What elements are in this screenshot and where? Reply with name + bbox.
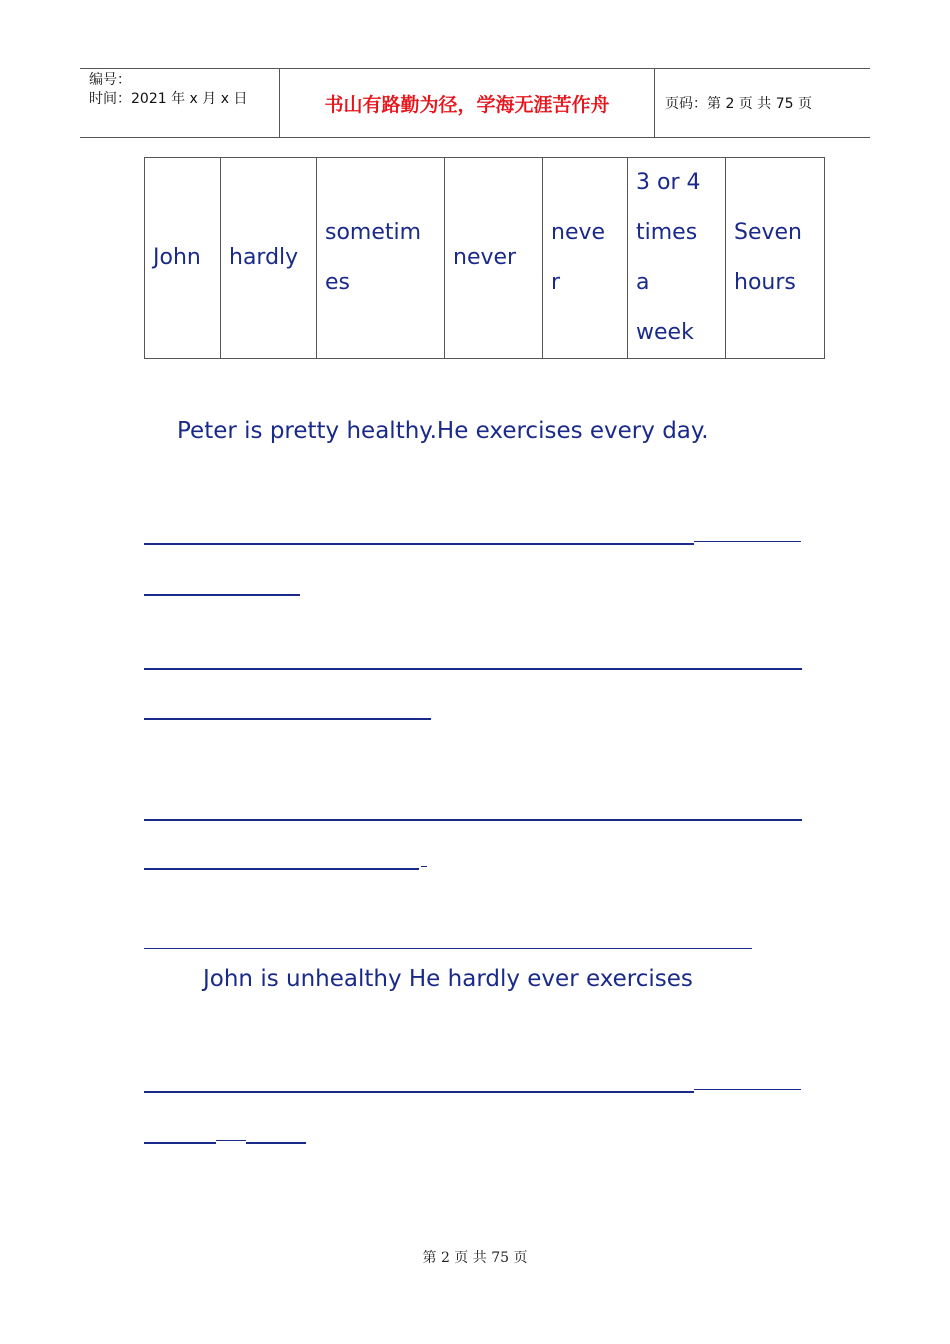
answer-line <box>246 1142 306 1144</box>
table-cell: neve r <box>543 158 628 359</box>
table-cell: sometim es <box>317 158 445 359</box>
document-header <box>80 68 870 138</box>
answer-line <box>144 819 802 821</box>
header-meta <box>80 69 280 137</box>
answer-line <box>216 1140 246 1141</box>
answer-line <box>144 594 300 596</box>
number-label: 编号： <box>89 72 131 88</box>
answer-line <box>144 1091 694 1093</box>
answer-line <box>144 868 419 870</box>
john-sentence: John is unhealthy He hardly ever exercises <box>203 966 693 992</box>
answer-line <box>144 668 802 670</box>
answer-line <box>144 1142 216 1144</box>
answer-line <box>144 718 431 720</box>
answer-line <box>694 541 801 542</box>
table-cell: hardly <box>221 158 317 359</box>
table-cell: never <box>445 158 543 359</box>
table-row <box>145 158 825 359</box>
header-motto: 书山有路勤为径，学海无涯苦作舟 <box>280 69 655 137</box>
table-cell: John <box>145 158 221 359</box>
peter-sentence: Peter is pretty healthy.He exercises every day. <box>177 418 709 444</box>
header-page-info: 页码：第 2 页 共 75 页 <box>665 96 812 112</box>
answer-line <box>144 543 694 545</box>
answer-line <box>694 1089 801 1090</box>
exercise-table <box>144 157 825 359</box>
date-label: 时间：2021 年 x 月 x 日 <box>89 91 248 107</box>
table-cell: 3 or 4 times a week <box>628 158 726 359</box>
page-footer: 第 2 页 共 75 页 <box>422 1250 528 1266</box>
table-cell: Seven hours <box>726 158 825 359</box>
answer-line <box>144 948 752 949</box>
answer-line <box>421 866 427 867</box>
